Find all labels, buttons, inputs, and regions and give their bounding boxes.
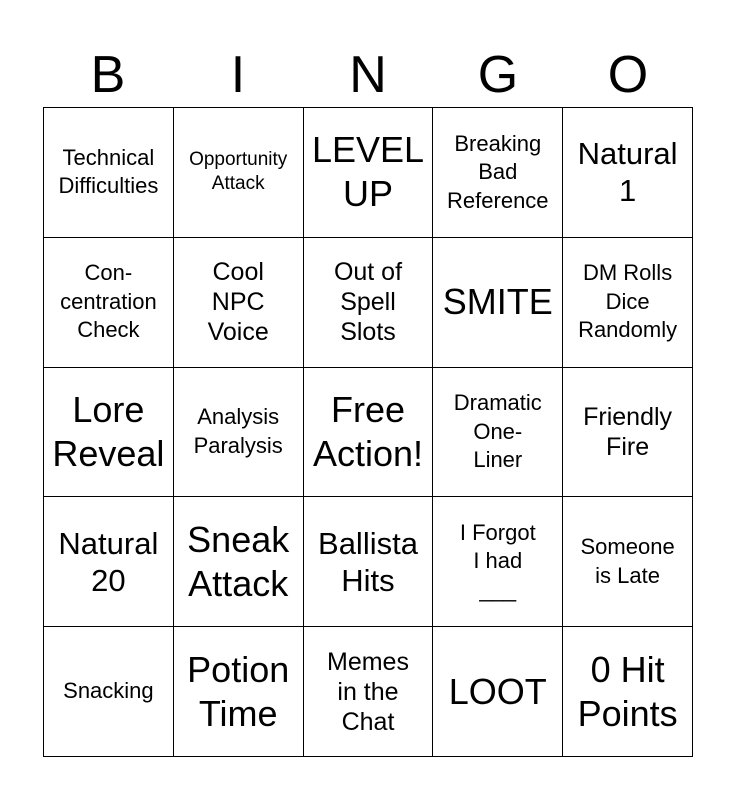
bingo-cell[interactable]: Natural 20	[44, 497, 174, 627]
bingo-header	[43, 42, 693, 108]
header-letter-o: O	[607, 46, 649, 104]
bingo-cell[interactable]: I Forgot I had ___	[433, 497, 563, 627]
bingo-cell[interactable]: Ballista Hits	[304, 497, 434, 627]
bingo-cell[interactable]: Opportunity Attack	[174, 108, 304, 238]
bingo-cell[interactable]: Con- centration Check	[44, 238, 174, 368]
bingo-cell[interactable]: Sneak Attack	[174, 497, 304, 627]
bingo-cell[interactable]: Out of Spell Slots	[304, 238, 434, 368]
bingo-cell[interactable]: Snacking	[44, 627, 174, 757]
bingo-cell[interactable]: Breaking Bad Reference	[433, 108, 563, 238]
bingo-cell[interactable]: Technical Difficulties	[44, 108, 174, 238]
bingo-cell[interactable]: Natural 1	[563, 108, 693, 238]
bingo-cell[interactable]: DM Rolls Dice Randomly	[563, 238, 693, 368]
bingo-cell[interactable]: Dramatic One- Liner	[433, 368, 563, 498]
bingo-cell[interactable]: SMITE	[433, 238, 563, 368]
bingo-cell[interactable]: Potion Time	[174, 627, 304, 757]
bingo-grid	[43, 107, 693, 757]
bingo-cell[interactable]: Cool NPC Voice	[174, 238, 304, 368]
bingo-cell[interactable]: Free Action!	[304, 368, 434, 498]
header-letter-i: I	[230, 46, 246, 104]
bingo-cell[interactable]: Friendly Fire	[563, 368, 693, 498]
bingo-cell[interactable]: Someone is Late	[563, 497, 693, 627]
bingo-cell[interactable]: LEVEL UP	[304, 108, 434, 238]
header-letter-n: N	[349, 46, 387, 104]
bingo-cell[interactable]: 0 Hit Points	[563, 627, 693, 757]
header-letter-g: G	[477, 46, 519, 104]
bingo-cell[interactable]: Memes in the Chat	[304, 627, 434, 757]
bingo-cell[interactable]: Analysis Paralysis	[174, 368, 304, 498]
header-letter-b: B	[90, 46, 126, 104]
bingo-cell[interactable]: LOOT	[433, 627, 563, 757]
bingo-cell[interactable]: Lore Reveal	[44, 368, 174, 498]
